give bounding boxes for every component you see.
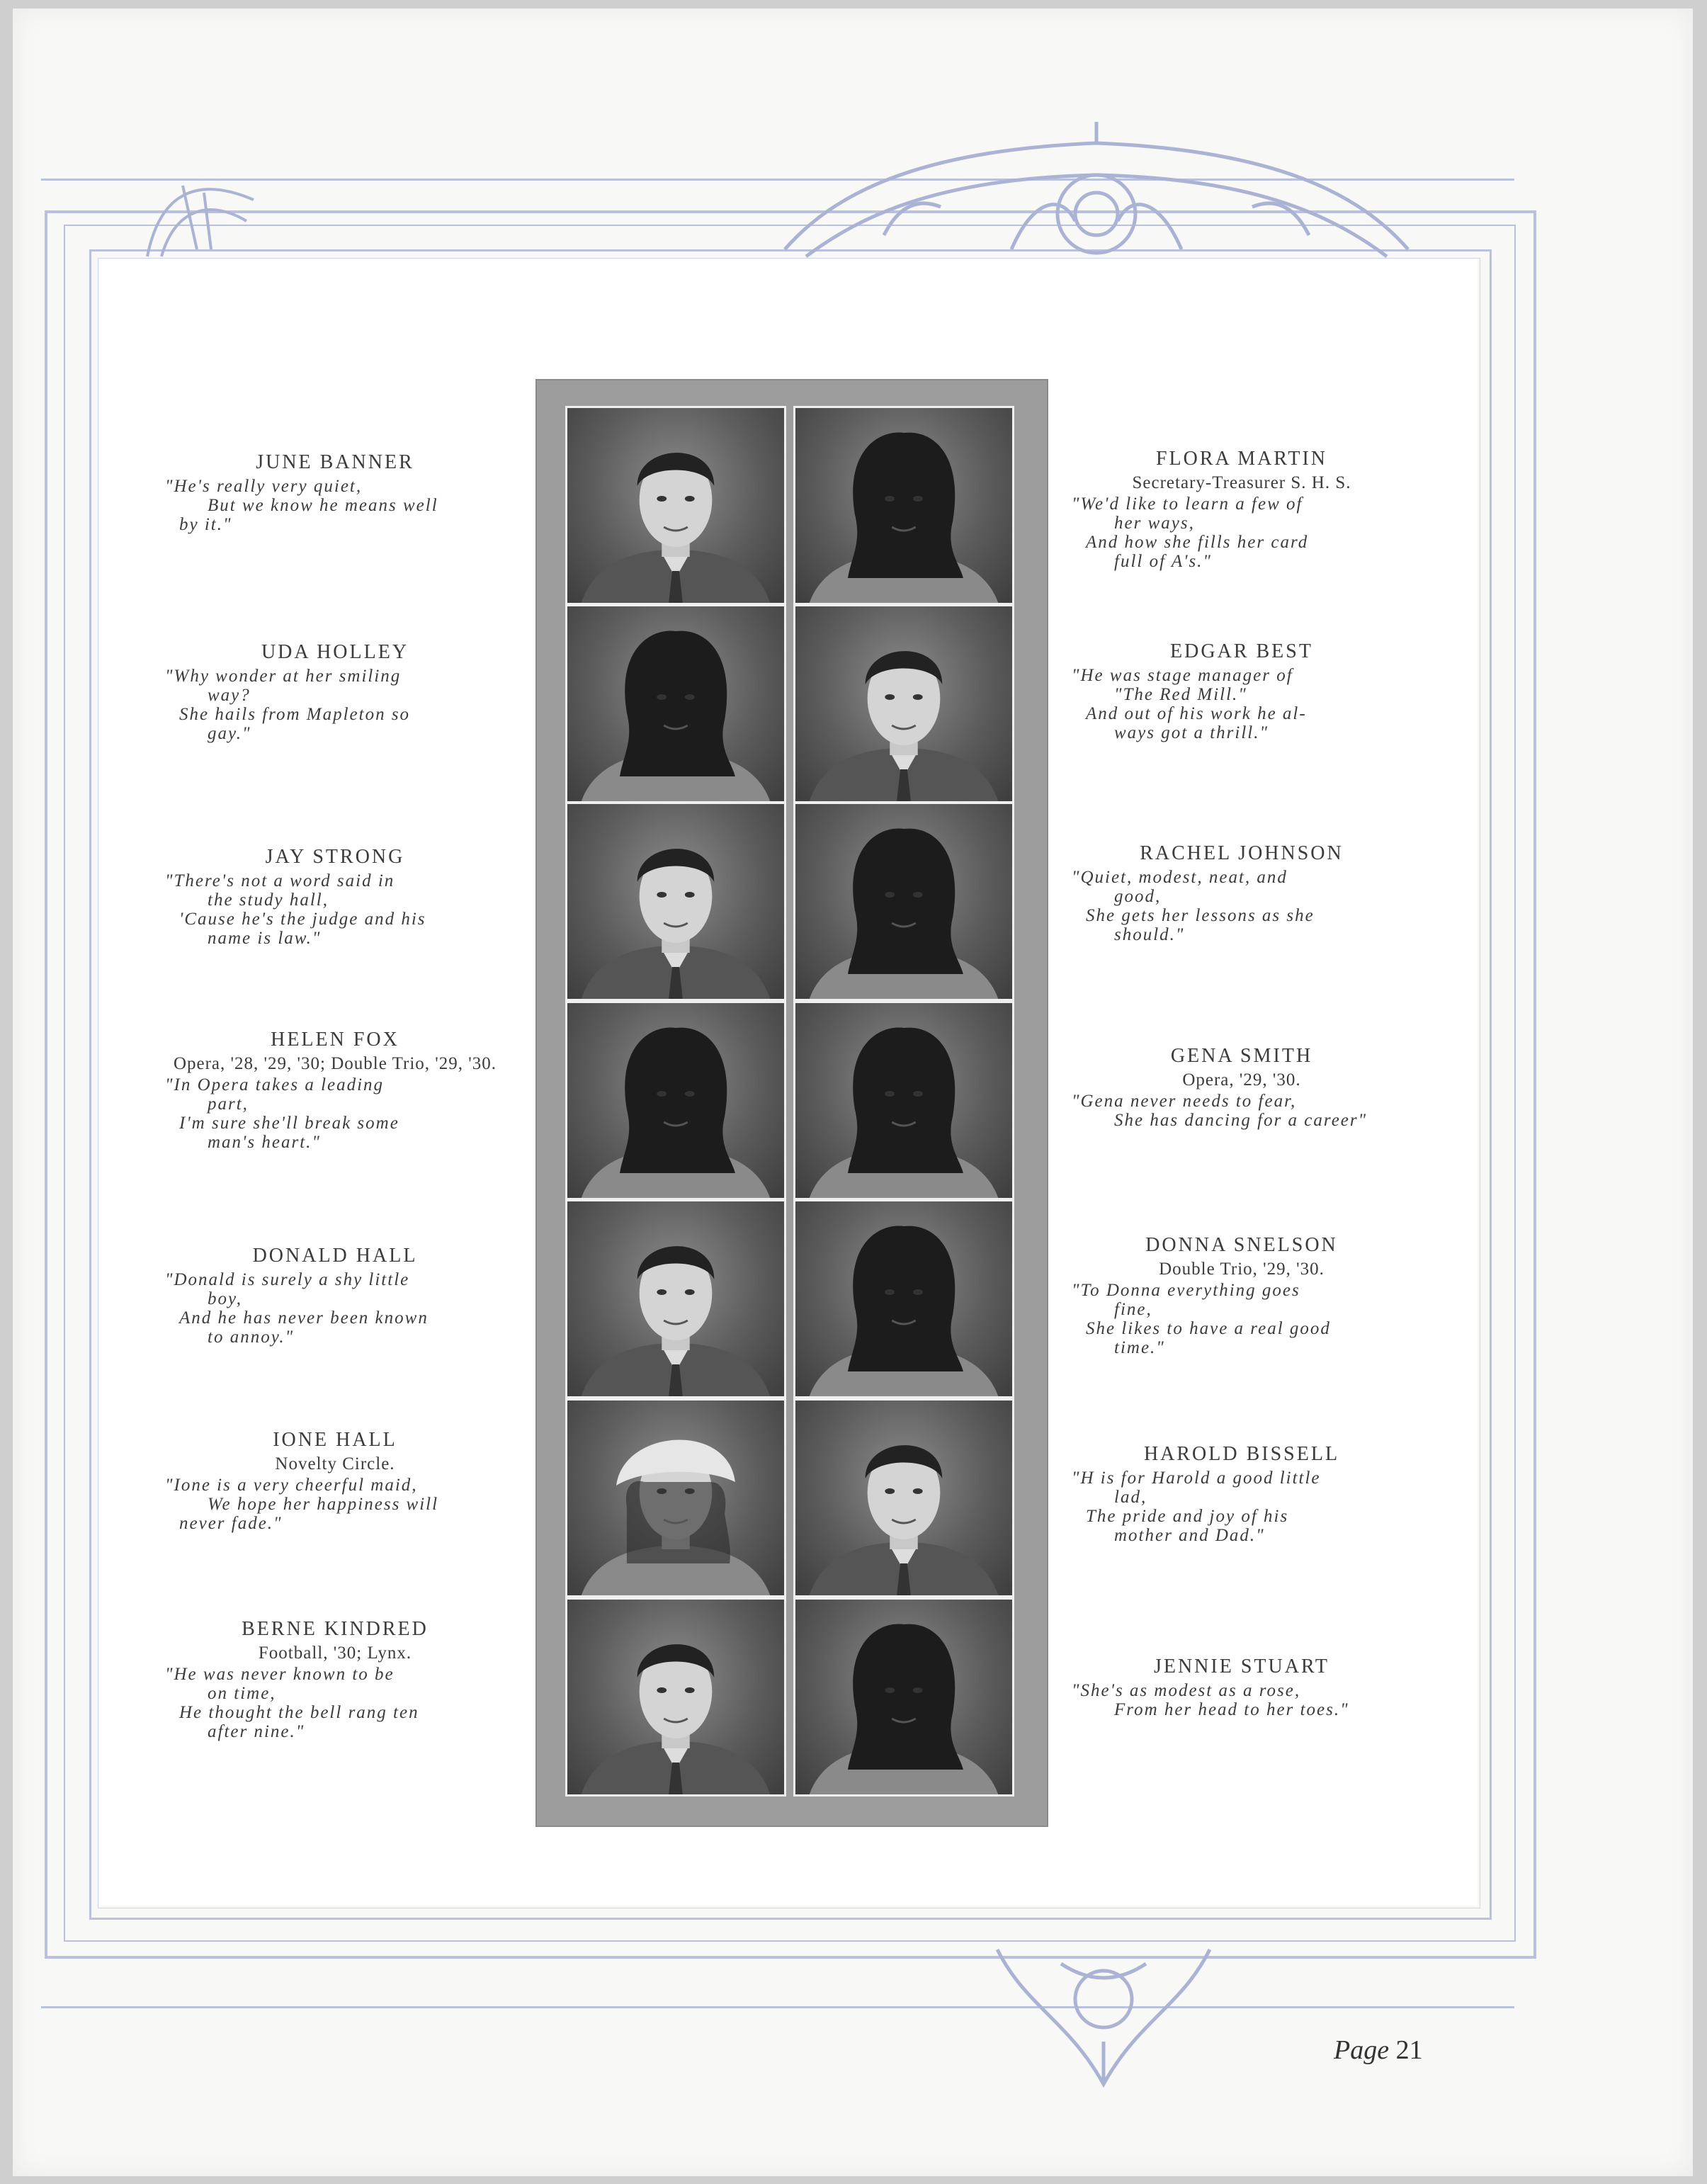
student-quote: [165, 1476, 505, 1533]
student-portrait: [793, 802, 1014, 1001]
quote-line: boy,: [208, 1289, 242, 1308]
student-quote: [1072, 1281, 1412, 1357]
student-name: HAROLD BISSELL: [1143, 1443, 1340, 1465]
quote-line: mother and Dad.": [1114, 1526, 1265, 1545]
student-portrait: [565, 1398, 786, 1597]
student-portrait: [793, 604, 1014, 803]
student-entry: [1072, 448, 1412, 571]
student-portrait: [565, 1199, 786, 1398]
student-entry: [1072, 1234, 1412, 1357]
quote-line: after nine.": [208, 1722, 305, 1741]
student-portrait: [793, 1199, 1014, 1398]
quote-line: We hope her happiness will: [208, 1495, 439, 1514]
student-activities: Double Trio, '29, '30.: [1159, 1260, 1325, 1279]
student-name: RACHEL JOHNSON: [1140, 842, 1344, 864]
quote-line: She has dancing for a career": [1114, 1111, 1368, 1130]
quote-line: time.": [1114, 1338, 1165, 1357]
quote-line: And out of his work he al-: [1086, 704, 1307, 723]
quote-line: And how she fills her card: [1086, 533, 1309, 552]
student-quote: [1072, 666, 1412, 742]
quote-line: I'm sure she'll break some: [179, 1114, 399, 1133]
student-quote: [1072, 494, 1412, 571]
quote-line: And he has never been known: [179, 1308, 429, 1328]
portrait-column: [535, 379, 1048, 1827]
student-name: DONALD HALL: [252, 1245, 418, 1267]
student-entry: [165, 1618, 505, 1741]
quote-line: "Ione is a very cheerful maid,: [165, 1476, 418, 1495]
student-entry: [165, 846, 505, 948]
quote-line: should.": [1114, 925, 1185, 944]
student-quote: [165, 667, 505, 743]
quote-line: "Gena never needs to fear,: [1072, 1092, 1297, 1111]
student-quote: [1072, 1681, 1412, 1719]
student-portrait: [565, 1001, 786, 1200]
student-name: JENNIE STUART: [1153, 1656, 1330, 1677]
quote-line: "He was stage manager of: [1072, 666, 1293, 685]
page-number: [1334, 2035, 1423, 2066]
quote-line: She hails from Mapleton so: [179, 705, 411, 724]
quote-line: "She's as modest as a rose,: [1072, 1681, 1301, 1700]
quote-line: full of A's.": [1114, 552, 1212, 571]
page-number-value: 21: [1395, 2035, 1423, 2065]
quote-line: good,: [1114, 887, 1162, 906]
bottom-rule: [41, 2006, 1514, 2008]
quote-line: gay.": [208, 724, 251, 743]
quote-line: "We'd like to learn a few of: [1072, 494, 1303, 514]
student-name: FLORA MARTIN: [1155, 448, 1327, 470]
quote-line: by it.": [179, 515, 232, 534]
quote-line: fine,: [1114, 1300, 1152, 1319]
student-quote: [1072, 868, 1412, 944]
student-entry: [1072, 1656, 1412, 1719]
student-activities: Opera, '29, '30.: [1182, 1070, 1301, 1090]
student-entry: [165, 1429, 505, 1533]
quote-line: ways got a thrill.": [1114, 723, 1269, 742]
quote-line: "Quiet, modest, neat, and: [1072, 868, 1288, 887]
quote-line: "He's really very quiet,: [165, 477, 363, 496]
quote-line: "He was never known to be: [165, 1665, 395, 1684]
student-portrait: [793, 1398, 1014, 1597]
student-quote: [165, 871, 505, 948]
student-portrait: [793, 1597, 1014, 1797]
student-activities: Novelty Circle.: [275, 1454, 395, 1473]
student-name: JUNE BANNER: [256, 451, 414, 473]
student-name: EDGAR BEST: [1170, 640, 1313, 662]
quote-line: But we know he means well: [208, 496, 438, 515]
student-quote: [165, 477, 505, 534]
student-activities: Football, '30; Lynx.: [258, 1643, 412, 1663]
student-entry: [165, 1245, 505, 1347]
quote-line: her ways,: [1114, 514, 1195, 533]
student-name: UDA HOLLEY: [261, 641, 409, 663]
quote-line: to annoy.": [208, 1328, 295, 1347]
student-portrait: [793, 1001, 1014, 1200]
student-entry: [165, 451, 505, 534]
quote-line: She gets her lessons as she: [1086, 906, 1315, 925]
quote-line: name is law.": [208, 929, 322, 948]
student-quote: [1072, 1092, 1412, 1130]
student-name: DONNA SNELSON: [1145, 1234, 1338, 1256]
student-name: HELEN FOX: [271, 1029, 399, 1051]
corner-ornament: [140, 171, 261, 264]
student-activities: Secretary-Treasurer S. H. S.: [1132, 473, 1351, 492]
quote-line: never fade.": [179, 1514, 283, 1533]
yearbook-page: [13, 9, 1693, 2176]
crest-ornament: [778, 108, 1415, 278]
quote-line: She likes to have a real good: [1086, 1319, 1331, 1338]
student-quote: [165, 1665, 505, 1741]
quote-line: part,: [208, 1094, 249, 1114]
quote-line: "To Donna everything goes: [1072, 1281, 1300, 1300]
quote-line: 'Cause he's the judge and his: [179, 910, 426, 929]
student-entry: [1072, 1443, 1412, 1545]
quote-line: on time,: [208, 1684, 276, 1703]
quote-line: man's heart.": [208, 1133, 321, 1152]
student-name: JAY STRONG: [265, 846, 405, 868]
bottom-ornament: [983, 1935, 1224, 2098]
student-entry: [1072, 640, 1412, 742]
student-name: BERNE KINDRED: [242, 1618, 429, 1640]
student-entry: [1072, 842, 1412, 944]
quote-line: the study hall,: [208, 890, 329, 910]
student-quote: [165, 1075, 505, 1152]
student-entry: [1072, 1045, 1412, 1130]
quote-line: lad,: [1114, 1488, 1147, 1507]
quote-line: From her head to her toes.": [1114, 1700, 1349, 1719]
quote-line: "H is for Harold a good little: [1072, 1469, 1321, 1488]
quote-line: way?: [208, 686, 251, 705]
student-entry: [165, 641, 505, 743]
student-portrait: [793, 406, 1014, 605]
student-quote: [1072, 1469, 1412, 1545]
student-quote: [165, 1270, 505, 1347]
student-entry: [165, 1029, 505, 1152]
quote-line: "There's not a word said in: [165, 871, 395, 890]
quote-line: He thought the bell rang ten: [179, 1703, 419, 1722]
student-portrait: [565, 802, 786, 1001]
student-portrait: [565, 406, 786, 605]
student-name: IONE HALL: [273, 1429, 397, 1451]
quote-line: "Why wonder at her smiling: [165, 667, 402, 686]
student-activities: Opera, '28, '29, '30; Double Trio, '29, '30.: [173, 1054, 497, 1073]
quote-line: "The Red Mill.": [1114, 685, 1247, 704]
student-name: GENA SMITH: [1170, 1045, 1313, 1067]
quote-line: "In Opera takes a leading: [165, 1075, 385, 1094]
quote-line: "Donald is surely a shy little: [165, 1270, 410, 1289]
quote-line: The pride and joy of his: [1086, 1507, 1289, 1526]
student-portrait: [565, 1597, 786, 1797]
student-portrait: [565, 604, 786, 803]
page-label: Page: [1334, 2035, 1390, 2065]
